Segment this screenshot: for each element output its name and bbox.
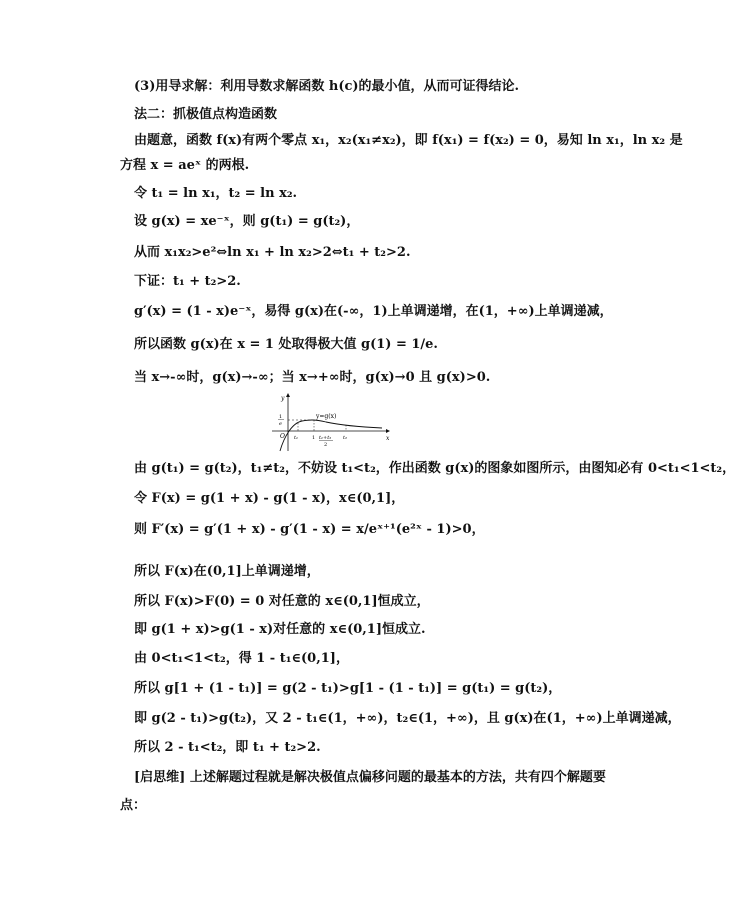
text-line: 方程 x = aeˣ 的两根. bbox=[120, 158, 250, 173]
midpoint-denominator: 2 bbox=[324, 442, 328, 448]
text-line: g′(x) = (1 - x)e⁻ˣ，易得 g(x)在(-∞，1)上单调递增，在(1，+∞)上单调递减， bbox=[134, 304, 613, 319]
text-line: 则 F′(x) = g′(1 + x) - g′(1 - x) = x/eˣ⁺¹(e²ˣ - 1)>0， bbox=[134, 522, 485, 537]
midpoint-numerator: t₁+t₂ bbox=[319, 435, 332, 441]
x-axis-label: x bbox=[386, 435, 390, 442]
text-line: 即 g(1 + x)>g(1 - x)对任意的 x∈(0,1]恒成立. bbox=[134, 622, 426, 637]
text-line: 令 t₁ = ln x₁，t₂ = ln x₂. bbox=[134, 186, 298, 201]
text-line: 由 g(t₁) = g(t₂)，t₁≠t₂，不妨设 t₁<t₂，作出函数 g(x)的图象如图所示，由图知必有 0<t₁<1<t₂， bbox=[134, 461, 735, 476]
text-line: 从而 x₁x₂>e²⇔ln x₁ + ln x₂>2⇔t₁ + t₂>2. bbox=[134, 245, 411, 260]
text-line: 点： bbox=[120, 798, 147, 813]
y-axis-arrow-icon bbox=[286, 393, 290, 397]
text-line: [启思维] 上述解题过程就是解决极值点偏移问题的最基本的方法，共有四个解题要 bbox=[134, 770, 606, 785]
x-axis-arrow-icon bbox=[386, 429, 390, 433]
section-heading: 法二：抓极值点构造函数 bbox=[134, 107, 278, 122]
one-label: 1 bbox=[312, 435, 316, 441]
text-line: 由题意，函数 f(x)有两个零点 x₁，x₂(x₁≠x₂)，即 f(x₁) = f(x₂) = 0，易知 ln x₁，ln x₂ 是 bbox=[134, 133, 683, 148]
text-line: 所以 F(x)在(0,1]上单调递增， bbox=[134, 564, 320, 579]
text-line: 由 0<t₁<1<t₂，得 1 - t₁∈(0,1]， bbox=[134, 651, 349, 666]
origin-label: O bbox=[280, 433, 285, 440]
text-line: 所以 g[1 + (1 - t₁)] = g(2 - t₁)>g[1 - (1 - t₁)] = g(t₁) = g(t₂)， bbox=[134, 681, 562, 696]
text-line: 所以 2 - t₁<t₂，即 t₁ + t₂>2. bbox=[134, 740, 321, 755]
y-axis-label: y bbox=[281, 395, 285, 402]
text-line: 即 g(2 - t₁)>g(t₂)，又 2 - t₁∈(1，+∞)，t₂∈(1，+∞)，且 g(x)在(1，+∞)上单调递减， bbox=[134, 711, 681, 726]
text-line: 下证：t₁ + t₂>2. bbox=[134, 274, 241, 289]
function-graph bbox=[270, 393, 390, 453]
text-line: 设 g(x) = xe⁻ˣ，则 g(t₁) = g(t₂)， bbox=[134, 214, 360, 229]
text-line: 所以 F(x)>F(0) = 0 对任意的 x∈(0,1]恒成立， bbox=[134, 594, 430, 609]
t2-label: t₂ bbox=[343, 435, 348, 441]
t1-label: t₁ bbox=[294, 435, 299, 441]
ytick-denominator: e bbox=[279, 421, 282, 427]
curve-label: y=g(x) bbox=[316, 413, 337, 420]
text-line: 所以函数 g(x)在 x = 1 处取得极大值 g(1) = 1/e. bbox=[134, 337, 438, 352]
ytick-numerator: 1 bbox=[279, 414, 283, 420]
text-line: 当 x→-∞时，g(x)→-∞；当 x→+∞时，g(x)→0 且 g(x)>0. bbox=[134, 370, 491, 385]
text-line: (3)用导求解：利用导数求解函数 h(c)的最小值，从而可证得结论. bbox=[134, 79, 520, 94]
text-line: 令 F(x) = g(1 + x) - g(1 - x)，x∈(0,1]， bbox=[134, 491, 405, 506]
